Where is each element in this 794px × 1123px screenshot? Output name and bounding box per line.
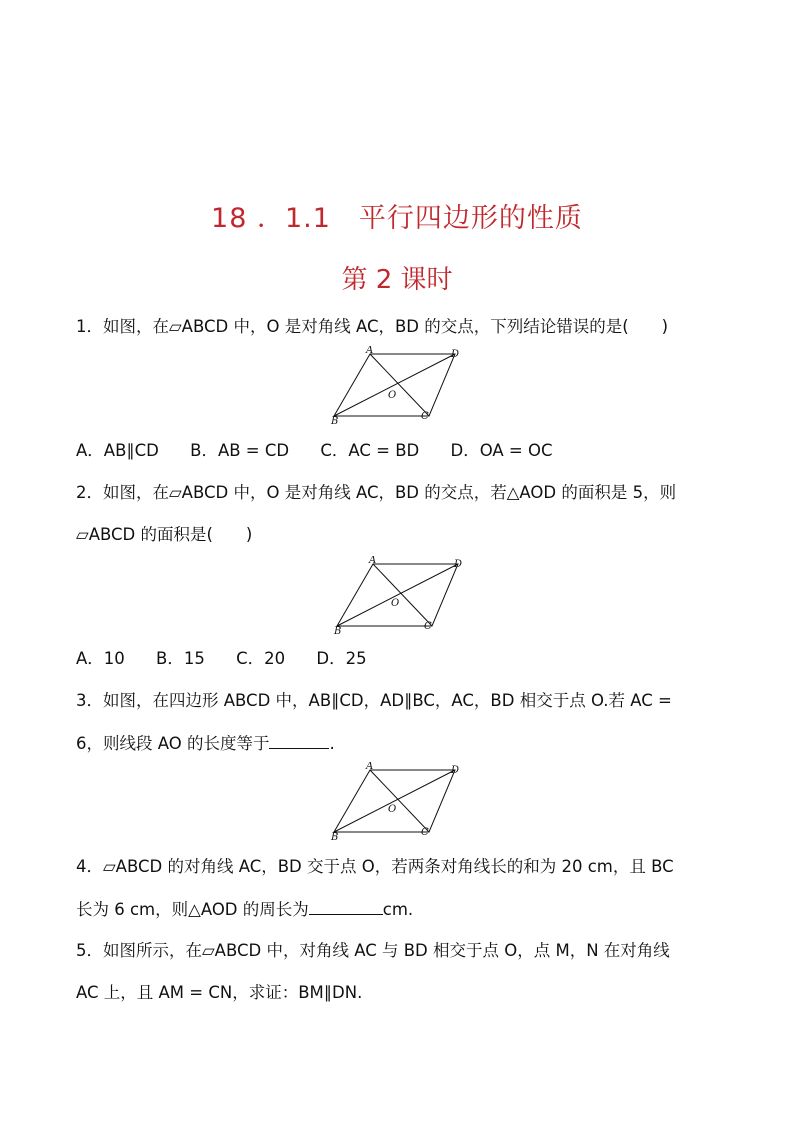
answer-blank[interactable] <box>269 732 329 749</box>
vertex-a-label: A <box>366 762 374 772</box>
question-3-suffix: . <box>329 734 335 753</box>
parallelogram-figure-1 <box>325 346 465 426</box>
parallelogram-figure-2 <box>328 556 468 636</box>
option-d: D．25 <box>316 649 367 668</box>
vertex-d-label: D <box>451 765 460 776</box>
question-3-prefix: 6，则线段 AO 的长度等于 <box>76 734 270 753</box>
vertex-b-label: B <box>331 832 339 842</box>
option-c: C．20 <box>236 649 286 668</box>
vertex-d-label: D <box>451 349 460 360</box>
center-o-label: O <box>388 804 397 815</box>
question-1-text: 1．如图，在▱ABCD 中，O 是对角线 AC，BD 的交点，下列结论错误的是( ) <box>76 317 669 336</box>
vertex-c-label: C <box>424 621 432 632</box>
option-a: A．10 <box>76 649 125 668</box>
option-d: D．OA = OC <box>450 441 553 460</box>
vertex-b-label: B <box>331 416 339 426</box>
question-3-text-cont <box>76 732 726 755</box>
question-4-suffix: cm. <box>382 900 414 919</box>
vertex-b-label: B <box>334 626 342 636</box>
vertex-a-label: A <box>366 346 374 356</box>
option-b: B．15 <box>156 649 205 668</box>
question-5-text: 5．如图所示，在▱ABCD 中，对角线 AC 与 BD 相交于点 O，点 M，N 在对角线 <box>76 941 670 960</box>
page-title: 18 ．1.1 平行四边形的性质 <box>211 203 583 234</box>
parallelogram-figure-3 <box>325 762 465 842</box>
question-2-text-cont: ▱ABCD 的面积是( ) <box>76 525 253 544</box>
vertex-c-label: C <box>421 411 429 422</box>
question-2-text: 2．如图，在▱ABCD 中，O 是对角线 AC，BD 的交点，若△AOD 的面积是 5，则 <box>76 483 677 502</box>
vertex-a-label: A <box>369 556 377 566</box>
question-4-text-cont <box>76 898 726 921</box>
question-5-text-cont: AC 上，且 AM = CN，求证：BM∥DN. <box>76 983 363 1002</box>
vertex-c-label: C <box>421 827 429 838</box>
answer-blank[interactable] <box>309 898 383 915</box>
question-3-text: 3．如图，在四边形 ABCD 中，AB∥CD，AD∥BC，AC，BD 相交于点 O.若 AC = <box>76 691 672 710</box>
option-a: A．AB∥CD <box>76 441 159 460</box>
question-1-options <box>76 440 726 462</box>
lesson-subtitle: 第 2 课时 <box>341 265 453 295</box>
vertex-d-label: D <box>454 559 463 570</box>
question-2-options <box>76 648 726 670</box>
option-c: C．AC = BD <box>320 441 420 460</box>
option-b: B．AB = CD <box>190 441 290 460</box>
center-o-label: O <box>391 598 400 609</box>
question-4-text: 4．▱ABCD 的对角线 AC，BD 交于点 O，若两条对角线长的和为 20 cm，且 BC <box>76 857 674 876</box>
center-o-label: O <box>388 390 397 401</box>
question-4-prefix: 长为 6 cm，则△AOD 的周长为 <box>76 900 309 919</box>
